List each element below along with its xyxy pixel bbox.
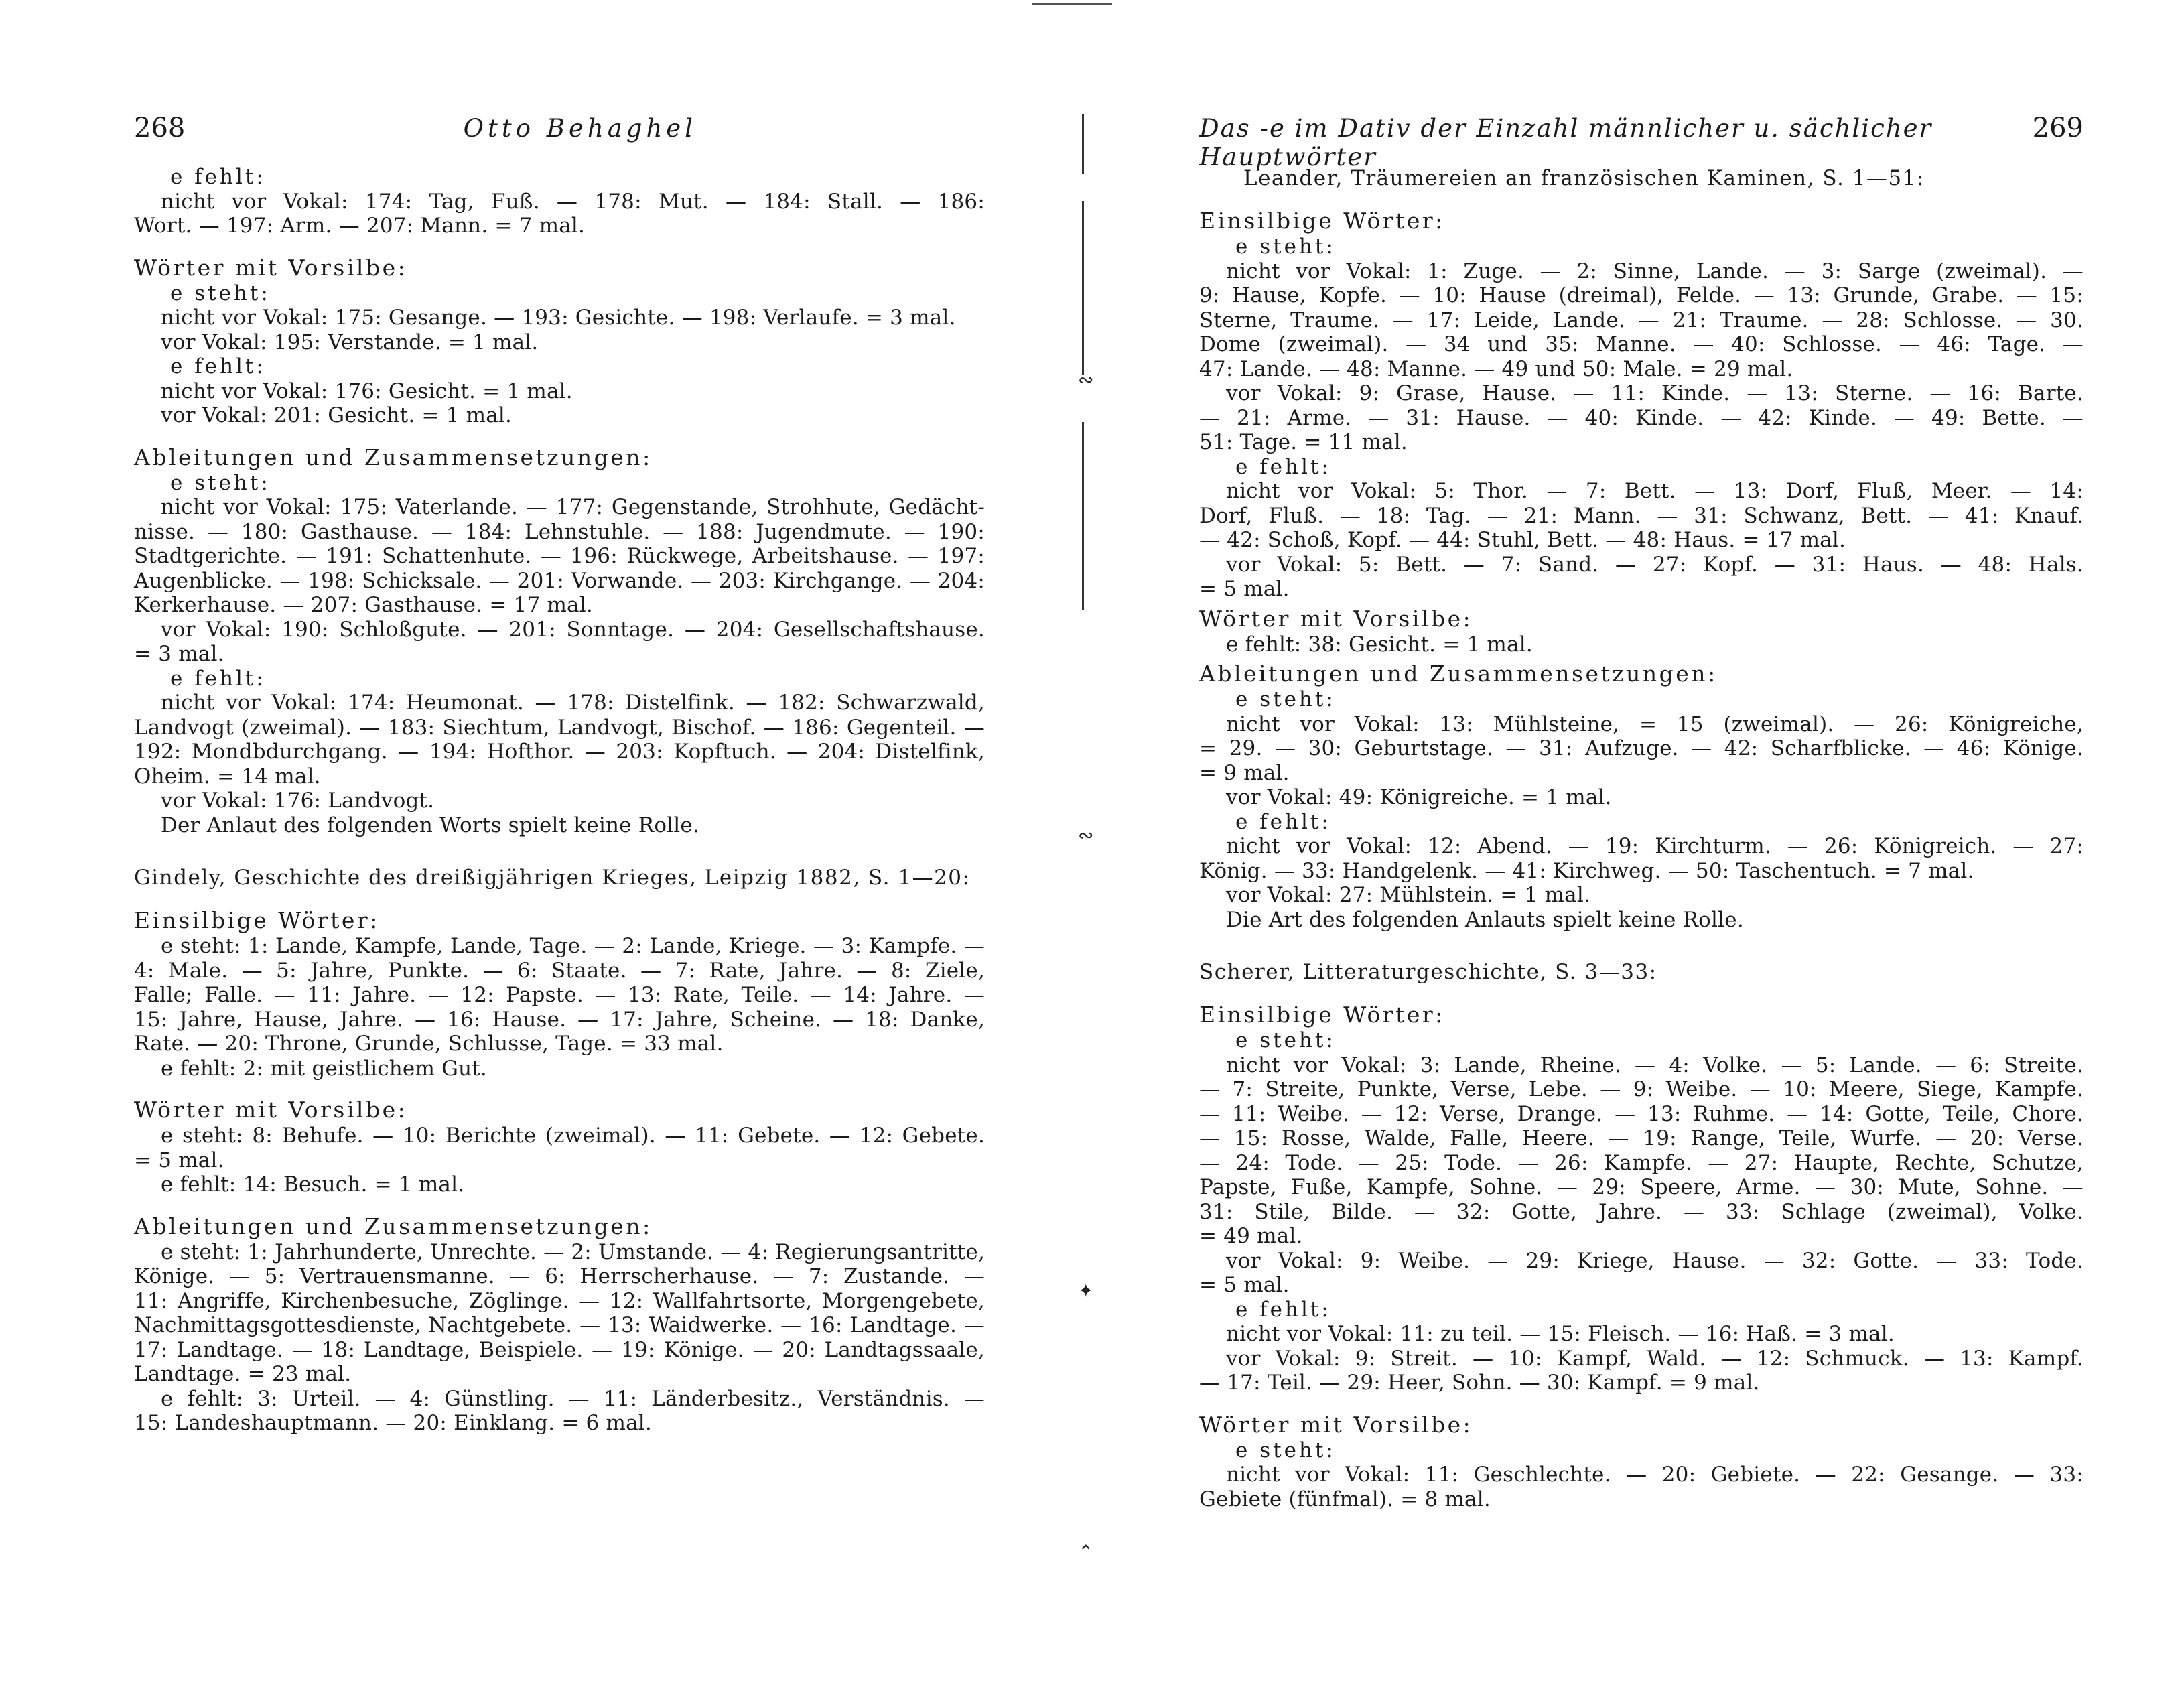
text-line: vor Vokal: 9: Weibe. — 29: Kriege, Hause. — 32: Gotte. — 33: Tode. <box>1226 1248 2084 1273</box>
text-line: Papste, Fuße, Kampfe, Sohne. — 29: Speere, Arme. — 30: Mute, Sohne. — <box>1199 1175 2084 1199</box>
section-heading: Ableitungen und Zusammensetzungen: <box>134 1213 653 1239</box>
text-line: nicht vor Vokal: 175: Vaterlande. — 177: Gegenstande, Strohhute, Gedächt- <box>161 495 985 519</box>
left-running-head <box>134 113 985 147</box>
text-line: — 42: Schoß, Kopf. — 44: Stuhl, Bett. — 48: Haus. = 17 mal. <box>1199 528 1846 552</box>
text-line: nicht vor Vokal: 174: Tag, Fuß. — 178: Mut. — 184: Stall. — 186: <box>161 189 985 214</box>
section-heading: Einsilbige Wörter: <box>1199 1002 1445 1028</box>
text-line: König. — 33: Handgelenk. — 41: Kirchweg. — 50: Taschentuch. = 7 mal. <box>1199 858 1974 883</box>
text-line: Stadtgerichte. — 191: Schattenhute. — 196: Rückwege, Arbeitshause. — 197: <box>134 544 985 568</box>
spacer <box>1199 986 2084 998</box>
text-line: 31: Stile, Bilde. — 32: Gotte, Jahre. — 33: Schlage (zweimal), Volke. <box>1199 1199 2084 1224</box>
text-line: Nachmittagsgottesdienste, Nachtgebete. — 13: Waidwerke. — 16: Landtage. — <box>134 1313 985 1337</box>
text-line: nicht vor Vokal: 5: Thor. — 7: Bett. — 13: Dorf, Fluß, Meer. — 14: <box>1226 479 2084 503</box>
text-line: Gebiete (fünfmal). = 8 mal. <box>1199 1487 1491 1511</box>
text-line: 15: Landeshauptmann. — 20: Einklang. = 6 mal. <box>134 1411 652 1435</box>
spacer <box>134 891 985 903</box>
text-line: Dome (zweimal). — 34 und 35: Manne. — 40: Schlosse. — 46: Tage. — <box>1199 332 2084 356</box>
section-heading: Wörter mit Vorsilbe: <box>1199 605 1473 632</box>
text-line: = 3 mal. <box>134 642 224 666</box>
text-line: = 29. — 30: Geburtstage. — 31: Aufzuge. — 42: Scharfblicke. — 46: Könige. <box>1199 736 2084 760</box>
source-citation: Scherer, Litteraturgeschichte, S. 3—33: <box>1199 960 1657 984</box>
text-line: — 21: Arme. — 31: Hause. — 40: Kinde. — 42: Kinde. — 49: Bette. — <box>1199 405 2084 430</box>
right-page-body <box>1199 165 2084 1511</box>
spacer <box>134 428 985 440</box>
text-line: — 15: Rosse, Walde, Falle, Heere. — 19: Range, Teile, Wurfe. — 20: Verse. <box>1199 1126 2084 1150</box>
text-line: nicht vor Vokal: 3: Lande, Rheine. — 4: Volke. — 5: Lande. — 6: Streite. <box>1226 1053 2084 1077</box>
spacer <box>134 1081 985 1093</box>
text-line: Falle; Falle. — 11: Jahre. — 12: Papste. — 13: Rate, Teile. — 14: Jahre. — <box>134 983 985 1007</box>
text-line: nicht vor Vokal: 11: zu teil. — 15: Fleisch. — 16: Haß. = 3 mal. <box>1226 1322 1895 1346</box>
text-line: Dorf, Fluß. — 18: Tag. — 21: Mann. — 31: Schwanz, Bett. — 41: Knauf. <box>1199 503 2084 528</box>
text-line: Rate. — 20: Throne, Grunde, Schlusse, Tage. = 33 mal. <box>134 1032 724 1056</box>
text-line: e fehlt: 14: Besuch. = 1 mal. <box>161 1172 465 1197</box>
text-line: nicht vor Vokal: 11: Geschlechte. — 20: Gebiete. — 22: Gesange. — 33: <box>1226 1463 2084 1487</box>
text-line: vor Vokal: 27: Mühlstein. = 1 mal. <box>1226 883 1591 907</box>
text-line: nicht vor Vokal: 1: Zuge. — 2: Sinne, Lande. — 3: Sarge (zweimal). — <box>1226 259 2084 283</box>
text-line: e fehlt: <box>170 354 266 379</box>
text-line: e steht: 8: Behufe. — 10: Berichte (zweimal). — 11: Gebete. — 12: Gebete. <box>161 1124 985 1148</box>
text-line: e steht: <box>1235 1028 1336 1053</box>
left-running-title: Otto Behaghel <box>463 114 697 143</box>
spacer <box>134 239 985 251</box>
text-line: Oheim. = 14 mal. <box>134 764 321 789</box>
text-line: vor Vokal: 9: Grase, Hause. — 11: Kinde. — 13: Sterne. — 16: Barte. <box>1226 381 2084 405</box>
text-line: = 9 mal. <box>1199 760 1290 785</box>
text-line: — 11: Weibe. — 12: Verse, Drange. — 13: Ruhme. — 14: Gotte, Teile, Chore. <box>1199 1101 2084 1126</box>
section-heading: Einsilbige Wörter: <box>134 907 380 933</box>
text-line: e fehlt: 2: mit geistlichem Gut. <box>161 1056 487 1081</box>
text-line: Sterne, Traume. — 17: Leide, Lande. — 21: Traume. — 28: Schlosse. — 30. <box>1199 308 2084 332</box>
text-line: Wort. — 197: Arm. — 207: Mann. = 7 mal. <box>134 214 586 238</box>
text-line: e fehlt: <box>1235 809 1331 834</box>
text-line: vor Vokal: 195: Verstande. = 1 mal. <box>161 330 539 354</box>
text-line: nicht vor Vokal: 174: Heumonat. — 178: Distelfink. — 182: Schwarzwald, <box>161 691 985 715</box>
text-line: e steht: 1: Jahrhunderte, Unrechte. — 2: Umstande. — 4: Regierungsantritte, <box>161 1239 985 1264</box>
text-line: = 49 mal. <box>1199 1224 1303 1248</box>
text-line: e fehlt: <box>170 165 266 189</box>
text-line: e fehlt: <box>170 666 266 691</box>
right-page <box>1139 0 2184 1697</box>
text-line: 51: Tage. = 11 mal. <box>1199 430 1408 454</box>
text-line: e fehlt: 3: Urteil. — 4: Günstling. — 11: Länderbesitz., Verständnis. — <box>161 1386 985 1411</box>
section-heading: Wörter mit Vorsilbe: <box>134 1097 408 1123</box>
section-heading: Wörter mit Vorsilbe: <box>134 254 408 281</box>
text-line: 15: Jahre, Hause, Jahre. — 16: Hause. — 17: Jahre, Scheine. — 18: Danke, <box>134 1007 985 1032</box>
text-line: Die Art des folgenden Anlauts spielt keine Rolle. <box>1226 907 1744 932</box>
left-page-number: 268 <box>134 113 186 143</box>
text-line: 4: Male. — 5: Jahre, Punkte. — 6: Staate. — 7: Rate, Jahre. — 8: Ziele, <box>134 958 985 983</box>
source-citation: Leander, Träumereien an französischen Kaminen, S. 1—51: <box>1243 166 1925 190</box>
text-line: 11: Angriffe, Kirchenbesuche, Zöglinge. — 12: Wallfahrtsorte, Morgengebete, <box>134 1288 985 1313</box>
text-line: — 7: Streite, Punkte, Verse, Lebe. — 9: Weibe. — 10: Meere, Siege, Kampfe. <box>1199 1077 2084 1101</box>
text-line: vor Vokal: 176: Landvogt. <box>161 789 435 813</box>
spacer <box>134 837 985 864</box>
text-line: e steht: 1: Lande, Kampfe, Lande, Tage. — 2: Lande, Kriege. — 3: Kampfe. — <box>161 934 985 958</box>
text-line: e steht: <box>1235 1438 1336 1463</box>
text-line: Der Anlaut des folgenden Worts spielt keine Rolle. <box>161 813 700 837</box>
spacer <box>1199 1396 2084 1408</box>
text-line: Kerkerhause. — 207: Gasthause. = 17 mal. <box>134 593 593 617</box>
text-line: e steht: <box>170 470 271 495</box>
section-heading: Wörter mit Vorsilbe: <box>1199 1411 1473 1438</box>
text-line: = 5 mal. <box>1199 1273 1290 1297</box>
section-heading: Einsilbige Wörter: <box>1199 208 1445 234</box>
text-line: e steht: <box>170 281 271 306</box>
text-line: — 17: Teil. — 29: Heer, Sohn. — 30: Kampf. = 9 mal. <box>1199 1371 1760 1395</box>
text-line: e fehlt: <box>1235 454 1331 479</box>
text-line: 17: Landtage. — 18: Landtage, Beispiele. — 19: Könige. — 20: Landtagssaale, <box>134 1337 985 1362</box>
text-line: Landvogt (zweimal). — 183: Siechtum, Landvogt, Bischof. — 186: Gegenteil. — <box>134 715 985 740</box>
right-page-number: 269 <box>2032 113 2084 143</box>
spacer <box>1199 932 2084 959</box>
text-line: Landtage. = 23 mal. <box>134 1362 352 1386</box>
right-running-head <box>1199 113 2084 172</box>
text-line: nicht vor Vokal: 13: Mühlsteine, = 15 (zweimal). — 26: Königreiche, <box>1226 711 2084 736</box>
left-page-body <box>134 165 985 1436</box>
text-line: Könige. — 5: Vertrauensmanne. — 6: Herrscherhause. — 7: Zustande. — <box>134 1264 985 1288</box>
text-line: e steht: <box>1235 687 1336 711</box>
text-line: = 5 mal. <box>134 1148 224 1172</box>
section-heading: Ableitungen und Zusammensetzungen: <box>134 444 653 470</box>
text-line: 47: Lande. — 48: Manne. — 49 und 50: Male. = 29 mal. <box>1199 356 1793 381</box>
text-line: e fehlt: <box>1235 1297 1331 1322</box>
text-line: 192: Mondbdurchgang. — 194: Hofthor. — 203: Kopftuch. — 204: Distelfink, <box>134 740 985 764</box>
text-line: 9: Hause, Kopfe. — 10: Hause (dreimal), Felde. — 13: Grunde, Grabe. — 15: <box>1199 283 2084 308</box>
text-line: vor Vokal: 49: Königreiche. = 1 mal. <box>1226 785 1612 809</box>
text-line: nisse. — 180: Gasthause. — 184: Lehnstuhle. — 188: Jugendmute. — 190: <box>134 519 985 544</box>
text-line: vor Vokal: 201: Gesicht. = 1 mal. <box>161 403 513 427</box>
text-line: vor Vokal: 9: Streit. — 10: Kampf, Wald. — 12: Schmuck. — 13: Kampf. <box>1226 1346 2084 1371</box>
spacer <box>134 1197 985 1209</box>
source-citation: Gindely, Geschichte des dreißigjährigen Krieges, Leipzig 1882, S. 1—20: <box>134 866 971 890</box>
text-line: = 5 mal. <box>1199 577 1290 601</box>
text-line: vor Vokal: 190: Schloßgute. — 201: Sonntage. — 204: Gesellschaftshause. <box>161 617 985 642</box>
text-line: nicht vor Vokal: 175: Gesange. — 193: Gesichte. — 198: Verlaufe. = 3 mal. <box>161 306 956 330</box>
right-running-title: Das -e im Dativ der Einzahl männlicher u. sächlicher Hauptwörter <box>1199 114 1933 172</box>
left-page <box>0 0 1045 1697</box>
text-line: e steht: <box>1235 234 1336 259</box>
text-line: vor Vokal: 5: Bett. — 7: Sand. — 27: Kopf. — 31: Haus. — 48: Hals. <box>1226 552 2084 577</box>
text-line: e fehlt: 38: Gesicht. = 1 mal. <box>1226 632 1533 657</box>
text-line: nicht vor Vokal: 12: Abend. — 19: Kirchturm. — 26: Königreich. — 27: <box>1226 834 2084 858</box>
spacer <box>1199 192 2084 204</box>
book-gutter: ∾ ∾ ✦ ⌃ <box>1075 100 1102 1641</box>
section-heading: Ableitungen und Zusammensetzungen: <box>1199 661 1718 687</box>
text-line: nicht vor Vokal: 176: Gesicht. = 1 mal. <box>161 379 573 403</box>
text-line: — 24: Tode. — 25: Tode. — 26: Kampfe. — 27: Haupte, Rechte, Schutze, <box>1199 1150 2084 1175</box>
text-line: Augenblicke. — 198: Schicksale. — 201: Vorwande. — 203: Kirchgange. — 204: <box>134 568 985 593</box>
